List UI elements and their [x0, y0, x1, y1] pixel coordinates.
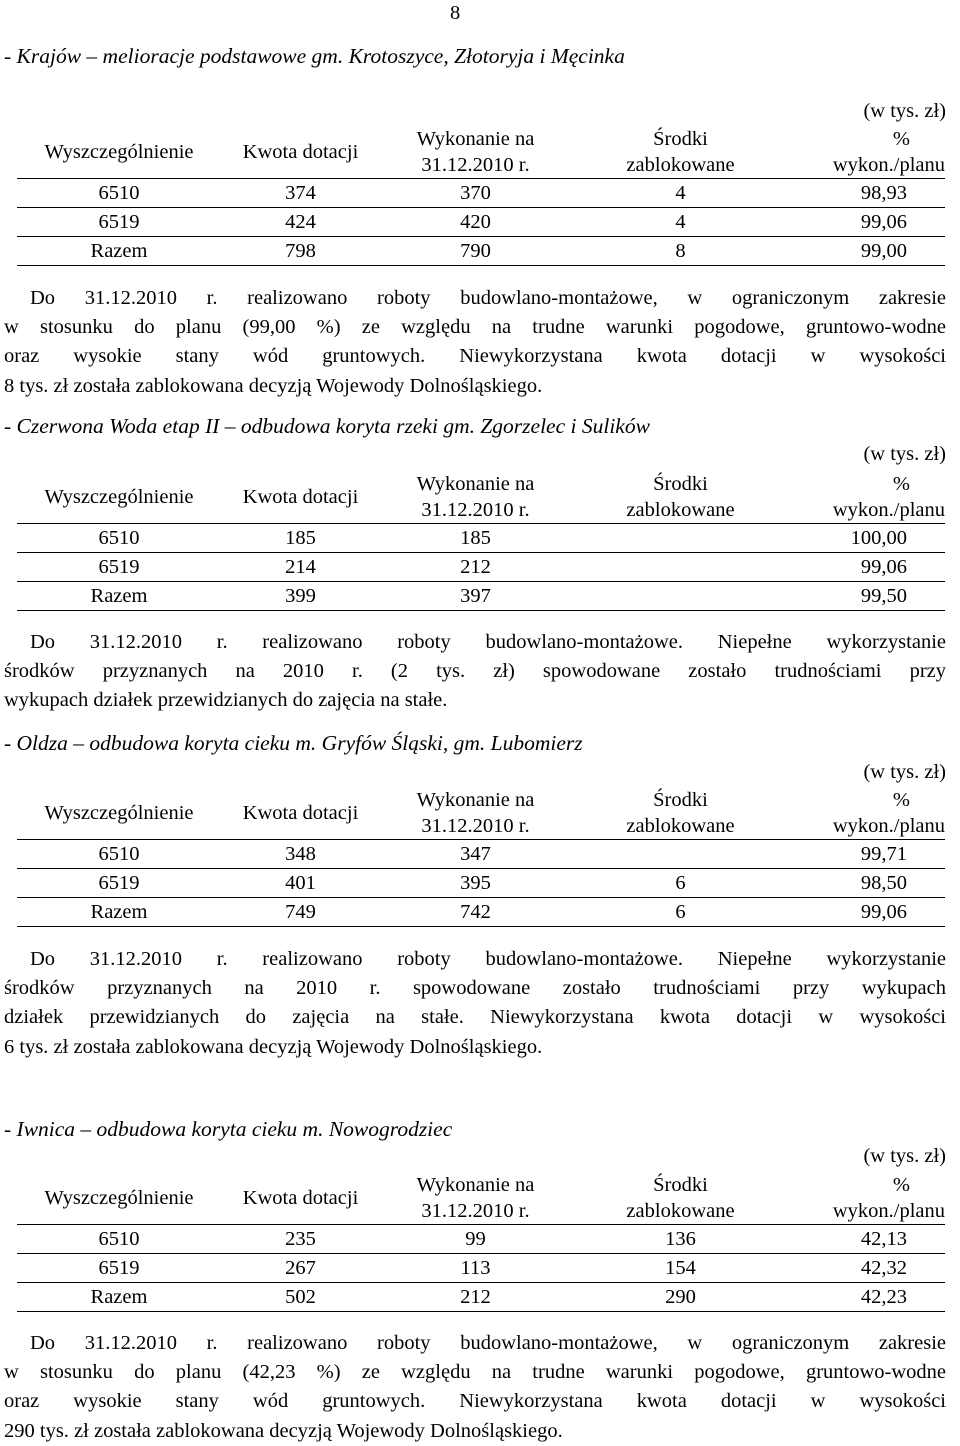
paragraph-line: w stosunku do planu (42,23 %) ze względu na trudne warunki pogodowe, gruntowo-wodne — [4, 1361, 946, 1384]
paragraph-line: oraz wysokie stany wód gruntowych. Niewykorzystana kwota dotacji w wysokości — [4, 345, 946, 368]
paragraph-line: Do 31.12.2010 r. realizowano roboty budowlano-montażowe. Niepełne wykorzystanie — [30, 631, 946, 653]
table-header-row — [17, 787, 945, 840]
row-procent: 99,06 — [790, 208, 945, 237]
row-name: 6519 — [17, 208, 221, 237]
paragraph-line: oraz wysokie stany wód gruntowych. Niewykorzystana kwota dotacji w wysokości — [4, 1390, 946, 1413]
row-procent: 99,06 — [790, 553, 945, 582]
paragraph-line: 6 tys. zł została zablokowana decyzją Wojewody Dolnośląskiego. — [4, 1035, 543, 1058]
row-wykonanie: 347 — [380, 840, 571, 869]
paragraph-line: w stosunku do planu (99,00 %) ze względu na trudne warunki pogodowe, gruntowo-wodne — [4, 316, 946, 339]
row-wykonanie: 370 — [380, 179, 571, 208]
row-kwota: 749 — [221, 898, 380, 927]
table-row — [17, 237, 945, 266]
row-srodki: 154 — [571, 1254, 790, 1283]
paragraph-line: Do 31.12.2010 r. realizowano roboty budowlano-montażowe, w ograniczonym zakresie — [30, 1332, 946, 1354]
paragraph-line: 8 tys. zł została zablokowana decyzją Wojewody Dolnośląskiego. — [4, 374, 543, 397]
row-name: Razem — [17, 237, 221, 266]
row-procent: 98,93 — [790, 179, 945, 208]
header-wyszczegolnienie: Wyszczególnienie — [44, 802, 194, 824]
row-kwota: 348 — [221, 840, 380, 869]
row-srodki: 6 — [571, 898, 790, 927]
header-kwota: Kwota dotacji — [242, 802, 359, 824]
table-row — [17, 524, 945, 553]
paragraph-line: Do 31.12.2010 r. realizowano roboty budowlano-montażowe, w ograniczonym zakresie — [30, 287, 946, 309]
paragraph-line: Do 31.12.2010 r. realizowano roboty budowlano-montażowe. Niepełne wykorzystanie — [30, 948, 946, 970]
row-srodki: 8 — [571, 237, 790, 266]
data-table — [17, 126, 945, 266]
row-kwota: 424 — [221, 208, 380, 237]
row-kwota: 502 — [221, 1283, 380, 1312]
table-row — [17, 1283, 945, 1312]
row-kwota: 399 — [221, 582, 380, 611]
data-table — [17, 471, 945, 611]
row-name: 6519 — [17, 1254, 221, 1283]
header-srodki: Środki zablokowane — [626, 1174, 735, 1222]
row-procent: 42,23 — [790, 1283, 945, 1312]
header-wyszczegolnienie: Wyszczególnienie — [44, 141, 194, 163]
paragraph-line: wykupach działek przewidzianych do zajęcia na stałe. — [4, 689, 448, 712]
section-paragraph — [4, 945, 946, 1062]
paragraph-line: środków przyznanych na 2010 r. spowodowane zostało trudnościami przy wykupach — [4, 977, 946, 1000]
row-wykonanie: 790 — [380, 237, 571, 266]
row-kwota: 374 — [221, 179, 380, 208]
header-wykonanie: Wykonanie na 31.12.2010 r. — [416, 1174, 535, 1222]
paragraph-line: 290 tys. zł została zablokowana decyzją Wojewody Dolnośląskiego. — [4, 1419, 563, 1442]
row-procent: 42,32 — [790, 1254, 945, 1283]
section-paragraph — [4, 1329, 946, 1446]
row-procent: 99,00 — [790, 237, 945, 266]
section-heading: - Iwnica – odbudowa koryta cieku m. Nowogrodziec — [4, 1117, 453, 1141]
row-wykonanie: 420 — [380, 208, 571, 237]
row-procent: 100,00 — [790, 524, 945, 553]
row-name: Razem — [17, 898, 221, 927]
row-srodki — [571, 524, 790, 553]
row-srodki: 4 — [571, 208, 790, 237]
row-kwota: 401 — [221, 869, 380, 898]
row-name: 6510 — [17, 840, 221, 869]
row-wykonanie: 99 — [380, 1225, 571, 1254]
header-wykonanie: Wykonanie na 31.12.2010 r. — [416, 789, 535, 837]
table-row — [17, 1254, 945, 1283]
row-name: 6510 — [17, 1225, 221, 1254]
header-srodki: Środki zablokowane — [626, 789, 735, 837]
row-procent: 99,06 — [790, 898, 945, 927]
row-name: 6519 — [17, 553, 221, 582]
data-table — [17, 787, 945, 927]
row-srodki: 6 — [571, 869, 790, 898]
row-name: Razem — [17, 582, 221, 611]
row-procent: 99,71 — [790, 840, 945, 869]
section-heading: - Krajów – melioracje podstawowe gm. Krotoszyce, Złotoryja i Męcinka — [4, 44, 625, 68]
header-kwota: Kwota dotacji — [242, 486, 359, 508]
paragraph-line: środków przyznanych na 2010 r. (2 tys. zł) spowodowane zostało trudnościami przy — [4, 660, 946, 683]
row-name: 6510 — [17, 524, 221, 553]
row-name: 6510 — [17, 179, 221, 208]
header-srodki: Środki zablokowane — [626, 128, 735, 176]
header-procent: % wykon./planu — [832, 1174, 945, 1222]
table-header-row — [17, 126, 945, 179]
table-row — [17, 1225, 945, 1254]
table-row — [17, 840, 945, 869]
table-row — [17, 898, 945, 927]
page-number: 8 — [450, 2, 461, 24]
row-procent: 98,50 — [790, 869, 945, 898]
row-name: 6519 — [17, 869, 221, 898]
paragraph-line: działek przewidzianych do zajęcia na stałe. Niewykorzystana kwota dotacji w wysokości — [4, 1006, 946, 1029]
row-wykonanie: 742 — [380, 898, 571, 927]
row-wykonanie: 185 — [380, 524, 571, 553]
header-srodki: Środki zablokowane — [626, 473, 735, 521]
header-procent: % wykon./planu — [832, 473, 945, 521]
row-kwota: 235 — [221, 1225, 380, 1254]
section-heading: - Oldza – odbudowa koryta cieku m. Gryfów Śląski, gm. Lubomierz — [4, 731, 583, 755]
table-header-row — [17, 471, 945, 524]
unit-label: (w tys. zł) — [863, 100, 946, 122]
table-row — [17, 869, 945, 898]
unit-label: (w tys. zł) — [863, 1145, 946, 1167]
data-table — [17, 1172, 945, 1312]
row-srodki — [571, 553, 790, 582]
header-wykonanie: Wykonanie na 31.12.2010 r. — [416, 128, 535, 176]
table-header-row — [17, 1172, 945, 1225]
header-procent: % wykon./planu — [832, 789, 945, 837]
row-name: Razem — [17, 1283, 221, 1312]
row-kwota: 267 — [221, 1254, 380, 1283]
table-row — [17, 179, 945, 208]
row-wykonanie: 113 — [380, 1254, 571, 1283]
row-srodki — [571, 840, 790, 869]
section-paragraph — [4, 284, 946, 401]
row-kwota: 214 — [221, 553, 380, 582]
header-procent: % wykon./planu — [832, 128, 945, 176]
header-wyszczegolnienie: Wyszczególnienie — [44, 1187, 194, 1209]
row-srodki: 136 — [571, 1225, 790, 1254]
unit-label: (w tys. zł) — [863, 443, 946, 465]
row-wykonanie: 397 — [380, 582, 571, 611]
row-procent: 42,13 — [790, 1225, 945, 1254]
section-heading: - Czerwona Woda etap II – odbudowa koryta rzeki gm. Zgorzelec i Sulików — [4, 414, 650, 438]
header-kwota: Kwota dotacji — [242, 1187, 359, 1209]
table-row — [17, 208, 945, 237]
section-paragraph — [4, 628, 946, 716]
header-wyszczegolnienie: Wyszczególnienie — [44, 486, 194, 508]
row-kwota: 185 — [221, 524, 380, 553]
row-srodki: 4 — [571, 179, 790, 208]
header-kwota: Kwota dotacji — [242, 141, 359, 163]
row-srodki: 290 — [571, 1283, 790, 1312]
row-srodki — [571, 582, 790, 611]
row-procent: 99,50 — [790, 582, 945, 611]
unit-label: (w tys. zł) — [863, 761, 946, 783]
row-wykonanie: 212 — [380, 1283, 571, 1312]
table-row — [17, 582, 945, 611]
row-wykonanie: 212 — [380, 553, 571, 582]
header-wykonanie: Wykonanie na 31.12.2010 r. — [416, 473, 535, 521]
row-wykonanie: 395 — [380, 869, 571, 898]
table-row — [17, 553, 945, 582]
row-kwota: 798 — [221, 237, 380, 266]
